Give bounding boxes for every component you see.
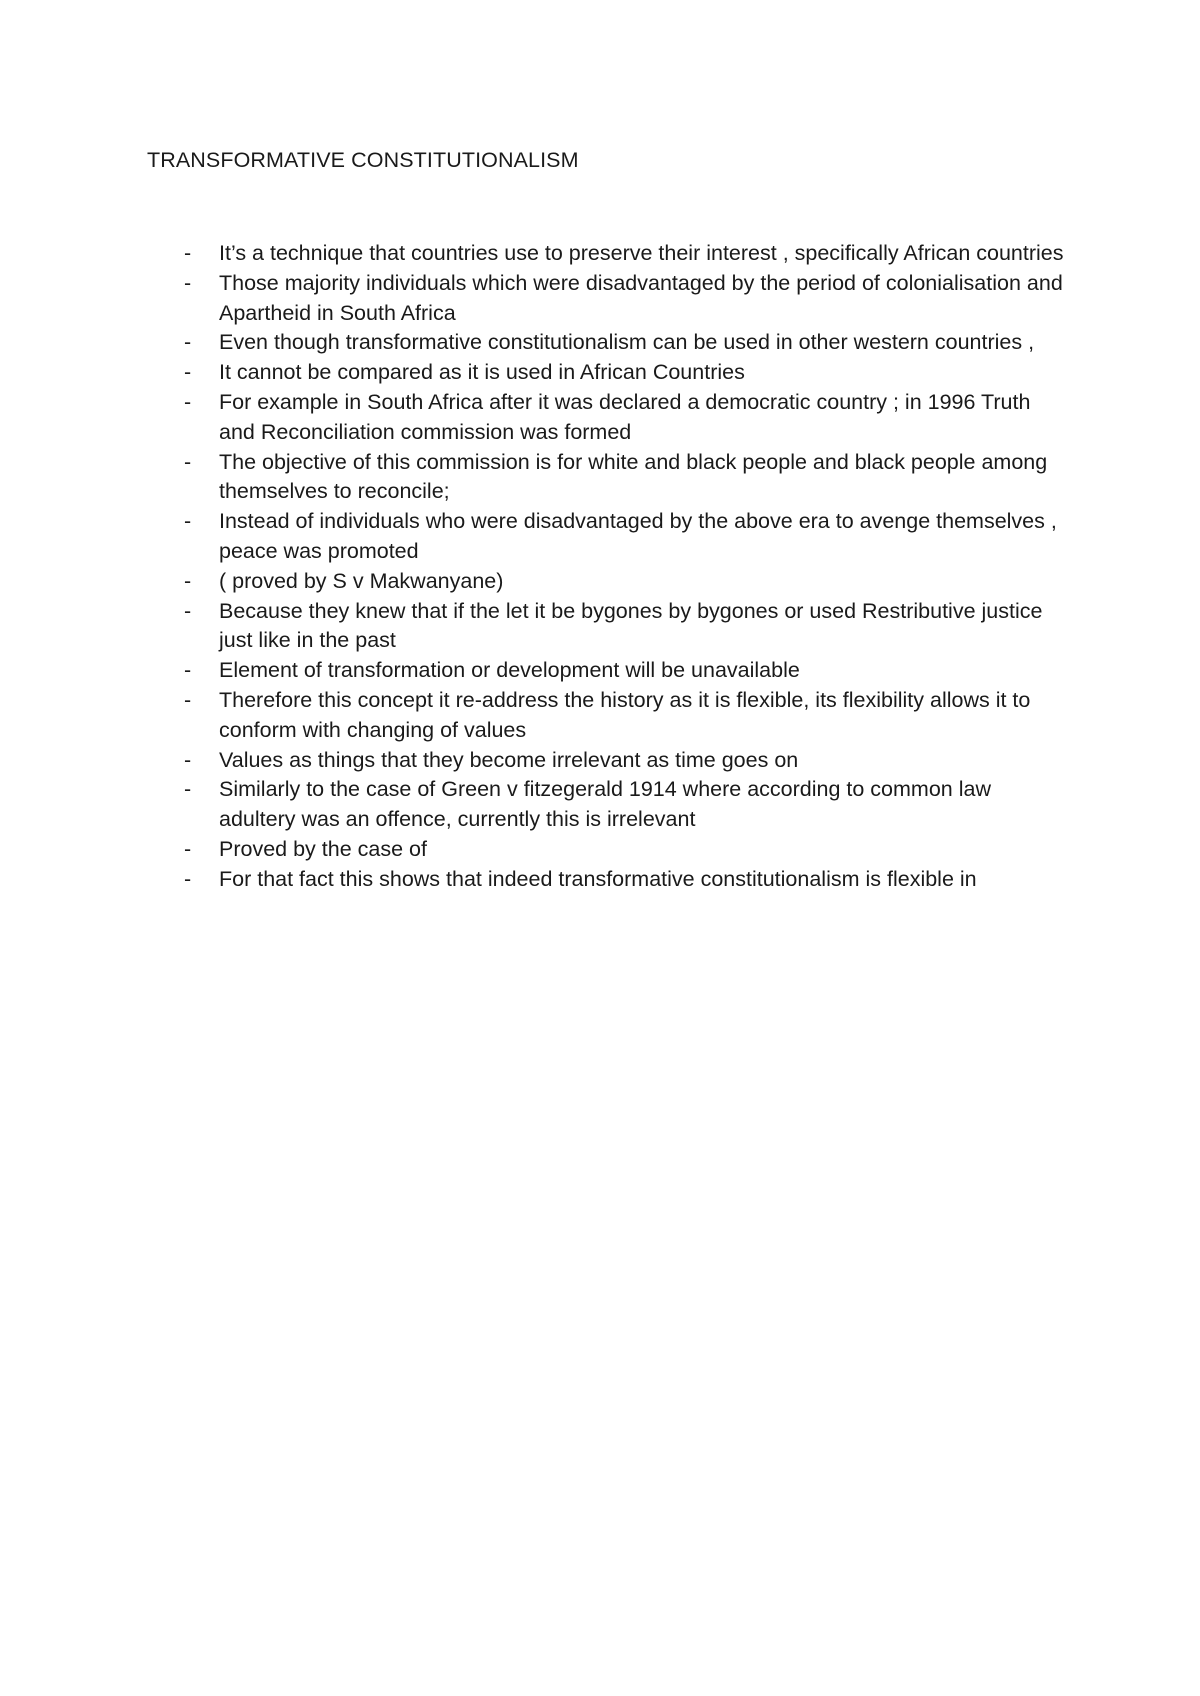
list-item-text: Similarly to the case of Green v fitzegerald 1914 where according to common law adultery was an offence, currently this is irrelevant: [219, 777, 991, 832]
list-item-text: Values as things that they become irrelevant as time goes on: [219, 747, 799, 772]
bullet-dash: -: [184, 330, 192, 355]
list-item: [184, 835, 1064, 865]
bullet-dash: -: [184, 687, 192, 712]
list-item: [184, 328, 1064, 358]
list-item: [184, 746, 1064, 776]
document-title: TRANSFORMATIVE CONSTITUTIONALISM: [147, 148, 579, 172]
bullet-dash: -: [184, 360, 192, 385]
list-item-text: For that fact this shows that indeed transformative constitutionalism is flexible in: [219, 866, 977, 891]
bullet-dash: -: [184, 389, 192, 414]
bullet-dash: -: [184, 598, 192, 623]
list-item: [184, 597, 1064, 657]
list-item: [184, 358, 1064, 388]
list-item-text: Proved by the case of: [219, 836, 427, 861]
bullet-dash: -: [184, 866, 192, 891]
bullet-dash: -: [184, 836, 192, 861]
bullet-dash: -: [184, 568, 192, 593]
bullet-dash: -: [184, 449, 192, 474]
list-item: [184, 239, 1064, 269]
list-item: [184, 448, 1064, 508]
list-item-text: Instead of individuals who were disadvantaged by the above era to avenge themselves , peace was promoted: [219, 509, 1057, 563]
bullet-dash: -: [184, 270, 192, 295]
list-item-text: Therefore this concept it re-address the history as it is flexible, its flexibility allows it to conform with changing of values: [219, 687, 1031, 742]
list-item: [184, 656, 1064, 686]
list-item-text: Element of transformation or development will be unavailable: [219, 658, 800, 683]
list-item-text: For example in South Africa after it was declared a democratic country ; in 1996 Truth and Reconciliation commission was formed: [219, 389, 1031, 444]
list-item-text: Those majority individuals which were disadvantaged by the period of colonialisation and Apartheid in South Africa: [219, 270, 1063, 325]
list-item-text: Because they knew that if the let it be bygones by bygones or used Restributive justice just like in the past: [219, 598, 1043, 653]
list-item-text: Even though transformative constitutionalism can be used in other western countries ,: [219, 330, 1035, 355]
list-item-text: The objective of this commission is for white and black people and black people among themselves to reconcile;: [219, 449, 1048, 504]
bullet-dash: -: [184, 241, 192, 265]
list-item: [184, 269, 1064, 329]
bullet-list: [184, 239, 1064, 895]
list-item: [184, 507, 1064, 567]
list-item: [184, 388, 1064, 448]
list-item: [184, 865, 1064, 895]
bullet-dash: -: [184, 509, 192, 534]
bullet-dash: -: [184, 747, 192, 772]
list-item-text: It’s a technique that countries use to preserve their interest , specifically African countries: [219, 241, 1064, 265]
bullet-dash: -: [184, 658, 192, 683]
list-item: [184, 686, 1064, 746]
list-item-text: It cannot be compared as it is used in African Countries: [219, 360, 745, 385]
list-item-text: ( proved by S v Makwanyane): [219, 568, 504, 593]
list-item: [184, 775, 1064, 835]
list-item: [184, 567, 1064, 597]
bullet-dash: -: [184, 777, 192, 802]
